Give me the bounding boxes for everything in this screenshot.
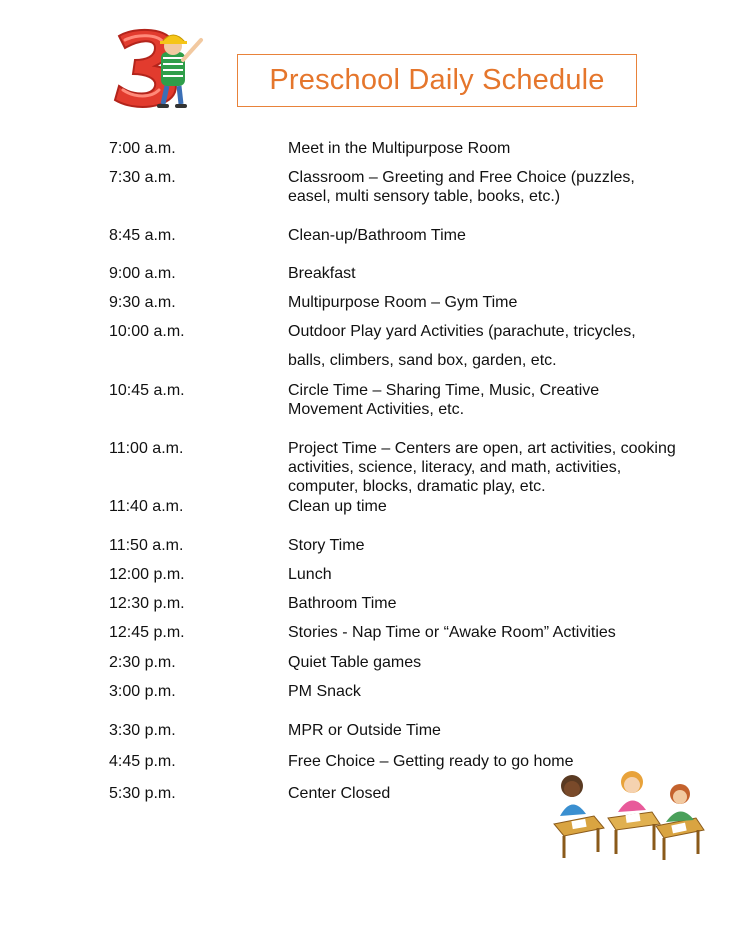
activity-line: computer, blocks, dramatic play, etc.: [288, 478, 546, 495]
activity-line: Clean up time: [288, 498, 387, 515]
activity-line: Project Time – Centers are open, art activities, cooking: [288, 440, 676, 457]
activity-line: Circle Time – Sharing Time, Music, Creative: [288, 382, 600, 399]
schedule-time: 2:30 p.m.: [109, 654, 176, 671]
schedule-time: 3:00 p.m.: [109, 683, 176, 700]
schedule-time: 3:30 p.m.: [109, 722, 176, 739]
activity-line: Center Closed: [288, 785, 391, 802]
activity-line: Meet in the Multipurpose Room: [288, 140, 511, 157]
activity-line: Stories - Nap Time or “Awake Room” Activities: [288, 624, 616, 641]
activity-line: Story Time: [288, 537, 365, 554]
activity-line: Outdoor Play yard Activities (parachute, tricycles,: [288, 323, 636, 340]
schedule-time: 10:00 a.m.: [109, 323, 185, 340]
schedule-time: 4:45 p.m.: [109, 753, 176, 770]
schedule-time: 12:45 p.m.: [109, 624, 185, 641]
activity-line: Clean-up/Bathroom Time: [288, 227, 466, 244]
schedule-time: 11:00 a.m.: [109, 440, 184, 457]
activity-line: PM Snack: [288, 683, 361, 700]
activity-line: Free Choice – Getting ready to go home: [288, 753, 574, 770]
activity-line: Quiet Table games: [288, 654, 422, 671]
schedule-time: 9:00 a.m.: [109, 265, 176, 282]
title-box: [237, 54, 637, 107]
schedule-time: 9:30 a.m.: [109, 294, 176, 311]
activity-line: MPR or Outside Time: [288, 722, 441, 739]
activity-line: Multipurpose Room – Gym Time: [288, 294, 518, 311]
schedule-time: 7:30 a.m.: [109, 169, 176, 186]
schedule-time: 12:00 p.m.: [109, 566, 185, 583]
schedule-time: 11:40 a.m.: [109, 498, 184, 515]
activity-line: Lunch: [288, 566, 332, 583]
schedule-time: 10:45 a.m.: [109, 382, 185, 399]
activity-line: activities, science, literacy, and math, activities,: [288, 459, 622, 476]
activity-line: Movement Activities, etc.: [288, 401, 465, 418]
activity-line: Classroom – Greeting and Free Choice (puzzles,: [288, 169, 635, 186]
schedule-time: 11:50 a.m.: [109, 537, 184, 554]
schedule-time: 5:30 p.m.: [109, 785, 176, 802]
schedule-time: 12:30 p.m.: [109, 595, 185, 612]
activity-line: easel, multi sensory table, books, etc.): [288, 188, 561, 205]
number-three-mascot-icon: [105, 26, 209, 110]
activity-line: Bathroom Time: [288, 595, 397, 612]
schedule-time: 8:45 a.m.: [109, 227, 176, 244]
children-at-desks-icon: [548, 766, 708, 862]
activity-line: Breakfast: [288, 265, 356, 282]
schedule-time: 7:00 a.m.: [109, 140, 176, 157]
page-title: Preschool Daily Schedule: [269, 64, 605, 96]
activity-line: balls, climbers, sand box, garden, etc.: [288, 352, 557, 369]
